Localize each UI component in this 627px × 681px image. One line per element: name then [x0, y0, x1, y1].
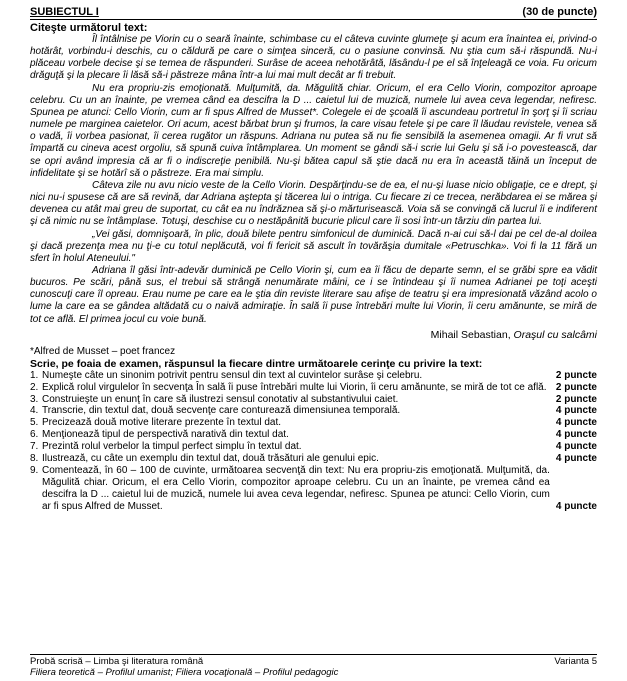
- question-number: 3.: [30, 393, 39, 405]
- question-text: Prezintă rolul verbelor la timpul perfect simplu în textul dat.: [42, 441, 302, 453]
- question-number: 9.: [30, 465, 39, 476]
- question-number: 6.: [30, 429, 39, 441]
- author-attribution: [30, 329, 597, 341]
- question-points: 4 puncte: [555, 429, 597, 441]
- question-item: [30, 453, 597, 465]
- question-item: [30, 441, 597, 453]
- question-text: Transcrie, din textul dat, două secvenţe care conturează dimensiunea temporală.: [42, 405, 401, 417]
- footnote: *Alfred de Musset – poet francez: [30, 345, 176, 357]
- question-number: 1.: [30, 369, 39, 381]
- read-instruction: Citeşte următorul text:: [30, 22, 148, 34]
- question-points: 4 puncte: [555, 417, 597, 429]
- question-points: 2 puncte: [555, 393, 597, 405]
- question-points: 4 puncte: [555, 441, 597, 453]
- question-item: [30, 370, 597, 382]
- question-item: [30, 429, 597, 441]
- question-text: Menţionează tipul de perspectivă narativă din textul dat.: [42, 429, 289, 441]
- question-item: [30, 465, 597, 513]
- question-number: 7.: [30, 441, 39, 453]
- section-header: [30, 6, 597, 20]
- question-text: Precizează două motive literare prezente în textul dat.: [42, 417, 282, 429]
- question-text: Construieşte un enunţ în care să ilustrezi sensul conotativ al substantivului caiet.: [42, 393, 399, 405]
- question-text: Explică rolul virgulelor în secvenţa În sală îi puse întrebări multe lui Viorin, îi ceru amănunte, se miră de tot ce află.: [42, 381, 547, 393]
- story-paragraph: Îl întâlnise pe Viorin cu o seară înainte, schimbase cu el câteva cuvinte glumeţe şi acum era înaintea ei, privind-o hotărât, vorbindu-i deschis, cu o căldură pe care o simţea sinceră, cu o pasiune convinsă. Nu ştia cum să-i răspundă. Nu-i plăceau vorbele decise şi se temea de răspunderi. Surâse de aceea nehotărâtă, lăsându-l pe el să înţeleagă ce voia. Fu oricum drăguţă şi la plecare îi lăsă să-i păstreze mâna într-a lui mai mult decât ar fi trebuit.: [30, 34, 597, 82]
- author-name: Mihail Sebastian,: [430, 328, 514, 341]
- footer-row: [30, 656, 597, 667]
- story-paragraph: „Vei găsi, domnişoară, în plic, două bilete pentru simfonicul de duminică. Dacă n-ai cui să-l dai pe cel de-al doilea şi dacă prezenţa mea nu ţi-e cu totul neplăcută, voi fi fericit să ascult în tovărăşia dumitale «Petruschka». Voi fi la 11 fără un sfert în holul Ateneului.": [30, 228, 597, 264]
- question-points: 2 puncte: [555, 369, 597, 381]
- work-title: Oraşul cu salcâmi: [513, 328, 597, 341]
- question-points: 4 puncte: [555, 405, 597, 417]
- footer-profile: Filiera teoretică – Profilul umanist; Filiera vocaţională – Profilul pedagogic: [30, 667, 339, 678]
- questions-list: [30, 370, 597, 513]
- section-title: SUBIECTUL I: [30, 6, 99, 18]
- question-text: Comentează, în 60 – 100 de cuvinte, următoarea secvenţă din text: Nu era propriu-zis emoţionată. Mulţumită, da. Măgulită chiar. Oricum, el era Cello Viorin, compozitor aproape celebru. Cu un an înainte, pe vremea când ea descifra la D ... caietul lui de muzică, numele lui avea ceva legendar, nefiresc. Spunea pe atunci: Cello Viorin, cum ar fi spus Alfred de Musset.: [42, 465, 550, 512]
- question-number: 5.: [30, 417, 39, 429]
- question-item: [30, 382, 597, 394]
- footer-exam-label: Probă scrisă – Limba şi literatura română: [30, 656, 204, 667]
- question-number: 8.: [30, 453, 39, 465]
- question-item: [30, 417, 597, 429]
- exam-page: [30, 6, 597, 513]
- question-item: [30, 394, 597, 406]
- question-points: 4 puncte: [555, 500, 597, 512]
- page-footer: [30, 654, 597, 678]
- question-text: Numeşte câte un sinonim potrivit pentru sensul din text al cuvintelor surâse şi celebru.: [42, 369, 423, 381]
- question-points: 4 puncte: [555, 453, 597, 465]
- question-number: 2.: [30, 381, 39, 393]
- story-paragraph: Adriana îl găsi într-adevăr duminică pe Cello Viorin şi, cum ea îi făcu de departe semn, el se grăbi spre ea vădit bucuros. Pe scări, până sus, el trebui să strângă nenumărate mâini, ce i se întindeau şi îi numea Adrianei pe toţi aceşti cunoscuţi care îl opreau. Erau nume pe care ea le ştia din reviste literare sau afişe de teatru şi era impresionată văzând acolo o lume la care ea se gândea altădată cu o naivă admiraţie. În sală îi puse întrebări multe lui Viorin, îi ceru amănunte, se miră de tot ce află. El primea jocul cu voie bună.: [30, 264, 597, 325]
- question-points: 2 puncte: [555, 381, 597, 393]
- question-number: 4.: [30, 405, 39, 417]
- footer-variant: Varianta 5: [554, 656, 597, 667]
- question-text: Ilustrează, cu câte un exemplu din textul dat, două trăsături ale genului epic.: [42, 453, 379, 465]
- story-text: [30, 34, 597, 326]
- story-paragraph: Nu era propriu-zis emoţionată. Mulţumită, da. Măgulită chiar. Oricum, el era Cello Viorin, compozitor aproape celebru. Cu un an înainte, pe vremea când ea descifra la D ... caietul lui de muzică, numele lui avea ceva legendar, nefiresc. Spunea pe atunci: Cello Viorin, cum ar fi spus Alfred de Musset*. Colegele ei de şcoală îi ascundeau portretul în şorţ şi îi scriau numele pe marginea caietelor. Ori acum, acest bărbat brun şi frumos, la care visau fetele şi pe care îl lăudau revistele, venea să o vadă, îi vorbea pasionat, îi cerea rugător un răspuns. Adriana nu putea să nu fie sensibilă la asemenea omagii. Ar fi vrut să împartă cu cineva acest orgoliu, să spună cuiva întâmplarea. Un moment se gândi să-i scrie lui Gelu şi să i-o povestească, dar se opri având impresia că ar fi o indiscreţie penibilă. Nu-şi bătea capul să ştie dacă nu era în această tăină un început de infidelitate şi se hotărî să o păstreze. Era mai simplu.: [30, 82, 597, 179]
- section-points: (30 de puncte): [522, 6, 597, 18]
- questions-header: Scrie, pe foaia de examen, răspunsul la fiecare dintre următoarele cerinţe cu privire la text:: [30, 357, 483, 370]
- question-item: [30, 405, 597, 417]
- story-paragraph: Câteva zile nu avu nicio veste de la Cello Viorin. Despărţindu-se de ea, el nu-şi luase nicio obligaţie, ce e drept, şi nici nu-i spusese că are să revină, dar Adriana aştepta şi tăcerea lui o intriga. Cu fiecare zi ce trecea, nerăbdarea ei se mărea şi devenea cu atât mai greu de suportat, cu cât ea nu îndrăznea să şi-o mărturisească. Voia să se convingă că lucrul îi e indiferent şi că nimic nu se întâmplase. Totuşi, deschise cu o nestăpânită bucurie plicul care îi sosi într-un târziu din partea lui.: [30, 179, 597, 228]
